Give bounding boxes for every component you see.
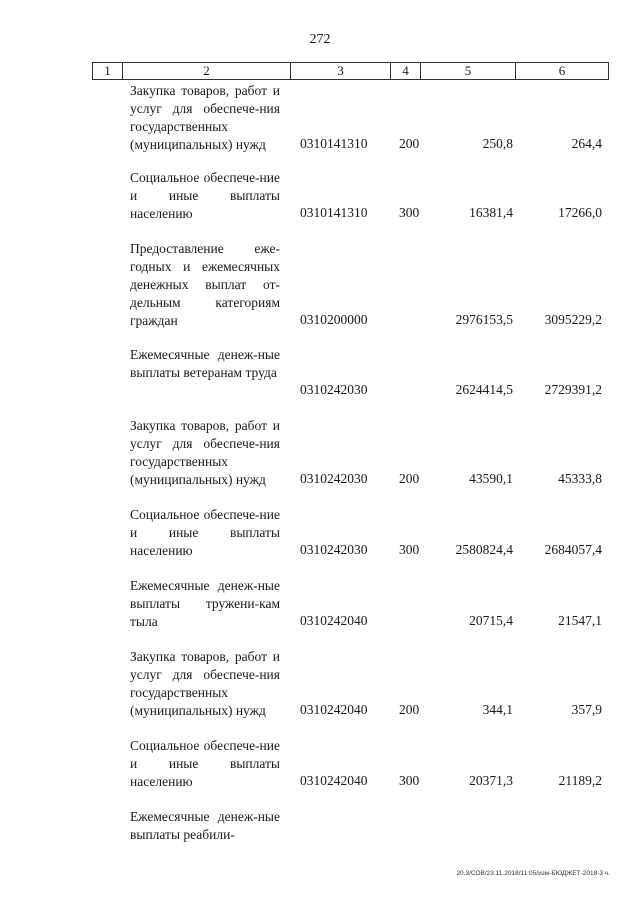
row-value-5: 2976153,5 xyxy=(455,312,513,327)
row-type: 300 xyxy=(399,773,420,788)
row-code: 0310242030 xyxy=(300,542,368,557)
row-code: 0310141310 xyxy=(300,205,368,220)
header-col-4: 4 xyxy=(391,63,421,79)
row-type: 300 xyxy=(399,542,420,557)
header-col-5: 5 xyxy=(421,63,516,79)
row-description: Социальное обеспече-ние и иные выплаты населению xyxy=(130,738,280,789)
row-value-6: 45333,8 xyxy=(558,471,602,486)
row-value-5: 20371,3 xyxy=(469,773,513,788)
row-description: Ежемесячные денеж-ные выплаты реабили- xyxy=(130,809,280,842)
header-col-3: 3 xyxy=(291,63,391,79)
document-footer: 20.3/СОВ/23.11.2018/11:05/изм-БЮДЖЕТ-2018-3 ч. xyxy=(456,870,610,877)
row-code: 0310242030 xyxy=(300,471,368,486)
row-code: 0310242040 xyxy=(300,613,368,628)
row-value-6: 21189,2 xyxy=(558,773,602,788)
row-code: 0310242030 xyxy=(300,382,368,397)
row-description: Ежемесячные денеж-ные выплаты ветеранам труда xyxy=(130,347,280,380)
row-value-5: 16381,4 xyxy=(469,205,513,220)
header-col-1: 1 xyxy=(93,63,123,79)
row-description: Ежемесячные денеж-ные выплаты тружени-кам тыла xyxy=(130,578,280,629)
row-value-6: 3095229,2 xyxy=(544,312,602,327)
row-value-5: 43590,1 xyxy=(469,471,513,486)
header-col-2: 2 xyxy=(123,63,291,79)
row-code: 0310242040 xyxy=(300,702,368,717)
row-description: Закупка товаров, работ и услуг для обеспече-ния государственных (муниципальных) нужд xyxy=(130,418,280,487)
header-col-6: 6 xyxy=(558,63,566,78)
row-value-6: 17266,0 xyxy=(558,205,602,220)
row-value-5: 20715,4 xyxy=(469,613,513,628)
row-value-5: 250,8 xyxy=(482,136,513,151)
row-value-6: 264,4 xyxy=(571,136,602,151)
row-type: 200 xyxy=(399,702,420,717)
row-value-6: 2729391,2 xyxy=(544,382,602,397)
row-value-5: 2624414,5 xyxy=(455,382,513,397)
row-description: Закупка товаров, работ и услуг для обеспече-ния государственных (муниципальных) нужд xyxy=(130,649,280,718)
page-number: 272 xyxy=(309,32,331,47)
row-description: Предоставление еже-годных и ежемесячных денежных выплат от-дельным категориям граждан xyxy=(130,241,280,328)
row-value-6: 357,9 xyxy=(571,702,602,717)
row-value-6: 2684057,4 xyxy=(544,542,602,557)
row-type: 200 xyxy=(399,136,420,151)
row-code: 0310242040 xyxy=(300,773,368,788)
row-code: 0310200000 xyxy=(300,312,368,327)
row-code: 0310141310 xyxy=(300,136,368,151)
row-description: Социальное обеспече-ние и иные выплаты населению xyxy=(130,507,280,558)
row-description: Закупка товаров, работ и услуг для обеспече-ния государственных (муниципальных) нужд xyxy=(130,83,280,152)
row-description: Социальное обеспече-ние и иные выплаты населению xyxy=(130,170,280,221)
row-type: 300 xyxy=(399,205,420,220)
row-value-5: 2580824,4 xyxy=(455,542,513,557)
row-value-6: 21547,1 xyxy=(558,613,602,628)
row-type: 200 xyxy=(399,471,420,486)
row-value-5: 344,1 xyxy=(482,702,513,717)
table-header xyxy=(92,62,609,80)
